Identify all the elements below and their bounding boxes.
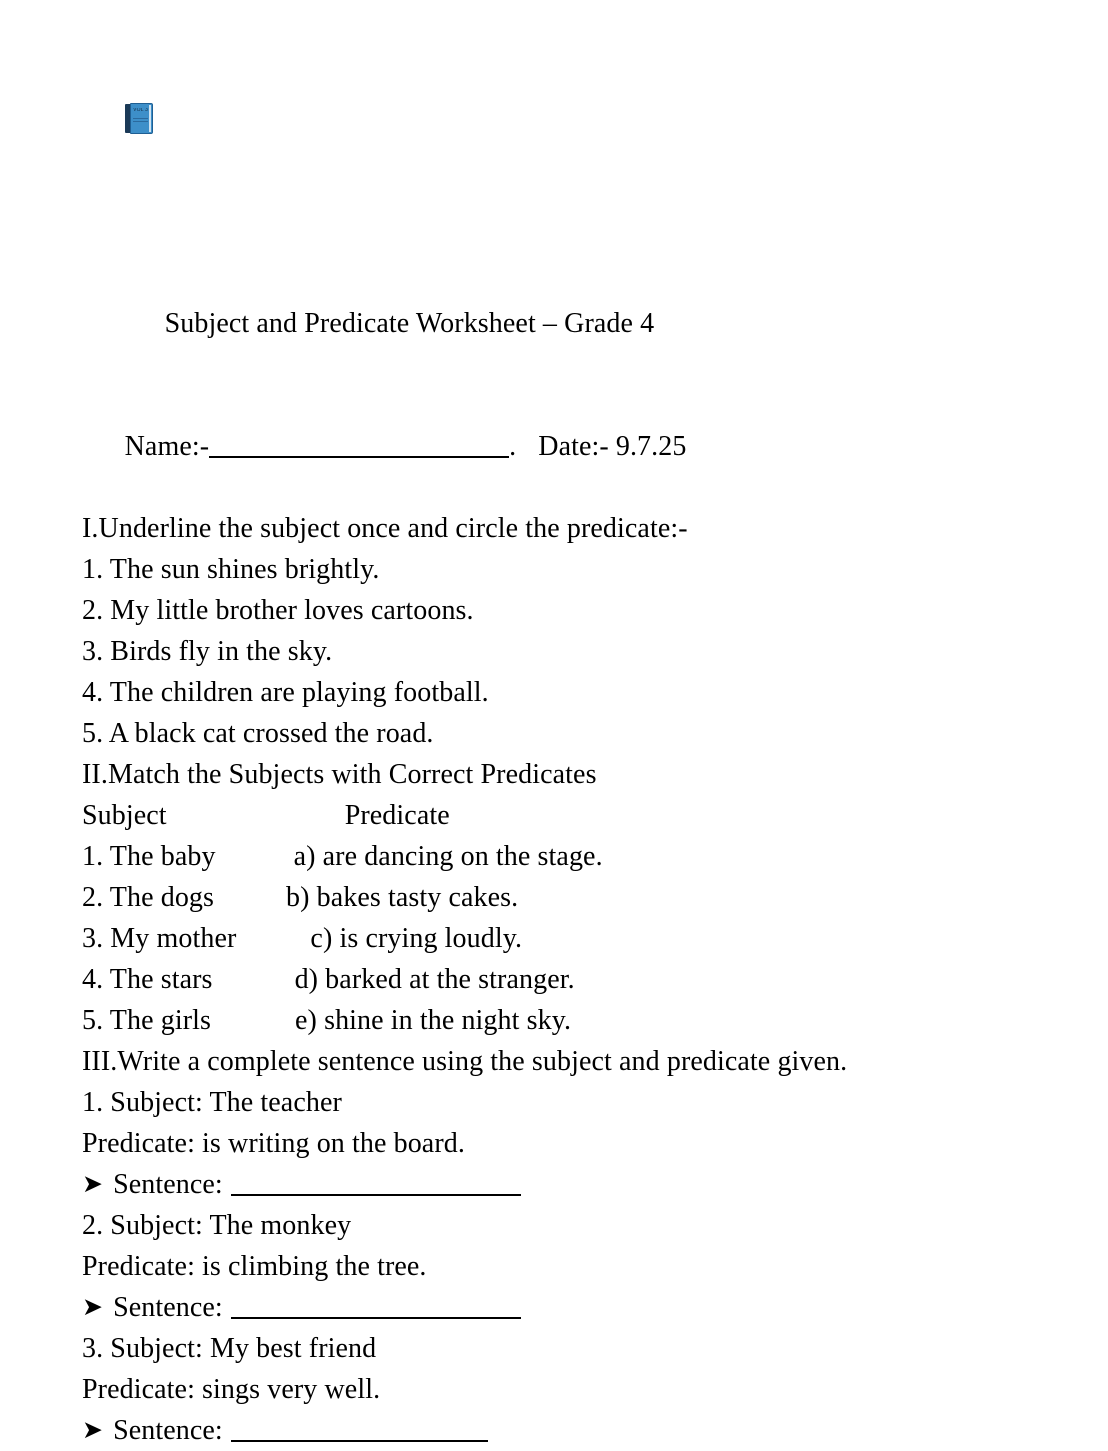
section-1-item-2: 2. My little brother loves cartoons. xyxy=(82,595,474,626)
name-trailing-period: . xyxy=(509,431,517,462)
section-3-item-1-subject: 1. Subject: The teacher xyxy=(82,1087,342,1118)
section-3-item-3-answer-line xyxy=(82,1410,1062,1451)
blue-book-icon xyxy=(125,103,155,134)
match-subject-1: 1. The baby xyxy=(82,841,216,872)
section-2-column-headers xyxy=(82,795,1062,836)
match-subject-5: 5. The girls xyxy=(82,1005,212,1036)
name-label: Name:- xyxy=(124,431,210,462)
section-1-item-3: 3. Birds fly in the sky. xyxy=(82,636,333,667)
match-subject-2: 2. The dogs xyxy=(82,882,215,913)
match-subject-4: 4. The stars xyxy=(82,964,213,995)
match-predicate-5: e) shine in the night sky. xyxy=(295,1005,572,1036)
section-3-item-1-answer-line xyxy=(82,1164,1062,1205)
section-2-heading: II.Match the Subjects with Correct Predicates xyxy=(82,759,597,790)
section-3-item-1-predicate: Predicate: is writing on the board. xyxy=(82,1128,465,1159)
section-1-heading: I.Underline the subject once and circle the predicate:- xyxy=(82,513,688,544)
match-predicate-1: a) are dancing on the stage. xyxy=(293,841,603,872)
column-header-subject: Subject xyxy=(82,800,167,831)
section-3-item-3-subject: 3. Subject: My best friend xyxy=(82,1333,377,1364)
section-3-item-2-subject: 2. Subject: The monkey xyxy=(82,1210,352,1241)
book-volume-label: VOL 3 xyxy=(133,108,149,113)
match-predicate-2: b) bakes tasty cakes. xyxy=(286,882,519,913)
sentence-answer-blank-2[interactable] xyxy=(231,1292,521,1319)
column-header-predicate: Predicate xyxy=(344,800,450,831)
match-predicate-4: d) barked at the stranger. xyxy=(294,964,575,995)
section-1-item-5: 5. A black cat crossed the road. xyxy=(82,718,434,749)
match-predicate-3: c) is crying loudly. xyxy=(310,923,523,954)
section-2-row-1 xyxy=(82,836,1062,877)
name-date-line xyxy=(82,385,1062,508)
worksheet-title-line xyxy=(82,62,1062,385)
section-1-item-1: 1. The sun shines brightly. xyxy=(82,554,380,585)
sentence-label-1: Sentence: xyxy=(113,1169,223,1200)
section-2-row-3 xyxy=(82,918,1062,959)
worksheet-body xyxy=(82,62,1062,1451)
sentence-label-2: Sentence: xyxy=(113,1292,223,1323)
date-label: Date:- xyxy=(538,431,609,462)
name-input-blank[interactable] xyxy=(209,431,509,458)
sentence-label-3: Sentence: xyxy=(113,1415,223,1446)
match-subject-3: 3. My mother xyxy=(82,923,237,954)
book-lines xyxy=(133,118,148,119)
arrow-right-icon: ➤ xyxy=(82,1417,104,1444)
section-3-item-3-predicate: Predicate: sings very well. xyxy=(82,1374,381,1405)
section-3-heading: III.Write a complete sentence using the subject and predicate given. xyxy=(82,1046,848,1077)
section-2-row-5 xyxy=(82,1000,1062,1041)
section-2-row-4 xyxy=(82,959,1062,1000)
sentence-answer-blank-3[interactable] xyxy=(231,1415,488,1442)
sentence-answer-blank-1[interactable] xyxy=(231,1169,521,1196)
section-2-row-2 xyxy=(82,877,1062,918)
section-1-item-4: 4. The children are playing football. xyxy=(82,677,489,708)
arrow-right-icon: ➤ xyxy=(82,1294,104,1321)
arrow-right-icon: ➤ xyxy=(82,1171,104,1198)
section-3-item-2-answer-line xyxy=(82,1287,1062,1328)
section-3-item-2-predicate: Predicate: is climbing the tree. xyxy=(82,1251,427,1282)
page-title: Subject and Predicate Worksheet – Grade 4 xyxy=(164,308,655,339)
date-value: 9.7.25 xyxy=(615,431,687,462)
